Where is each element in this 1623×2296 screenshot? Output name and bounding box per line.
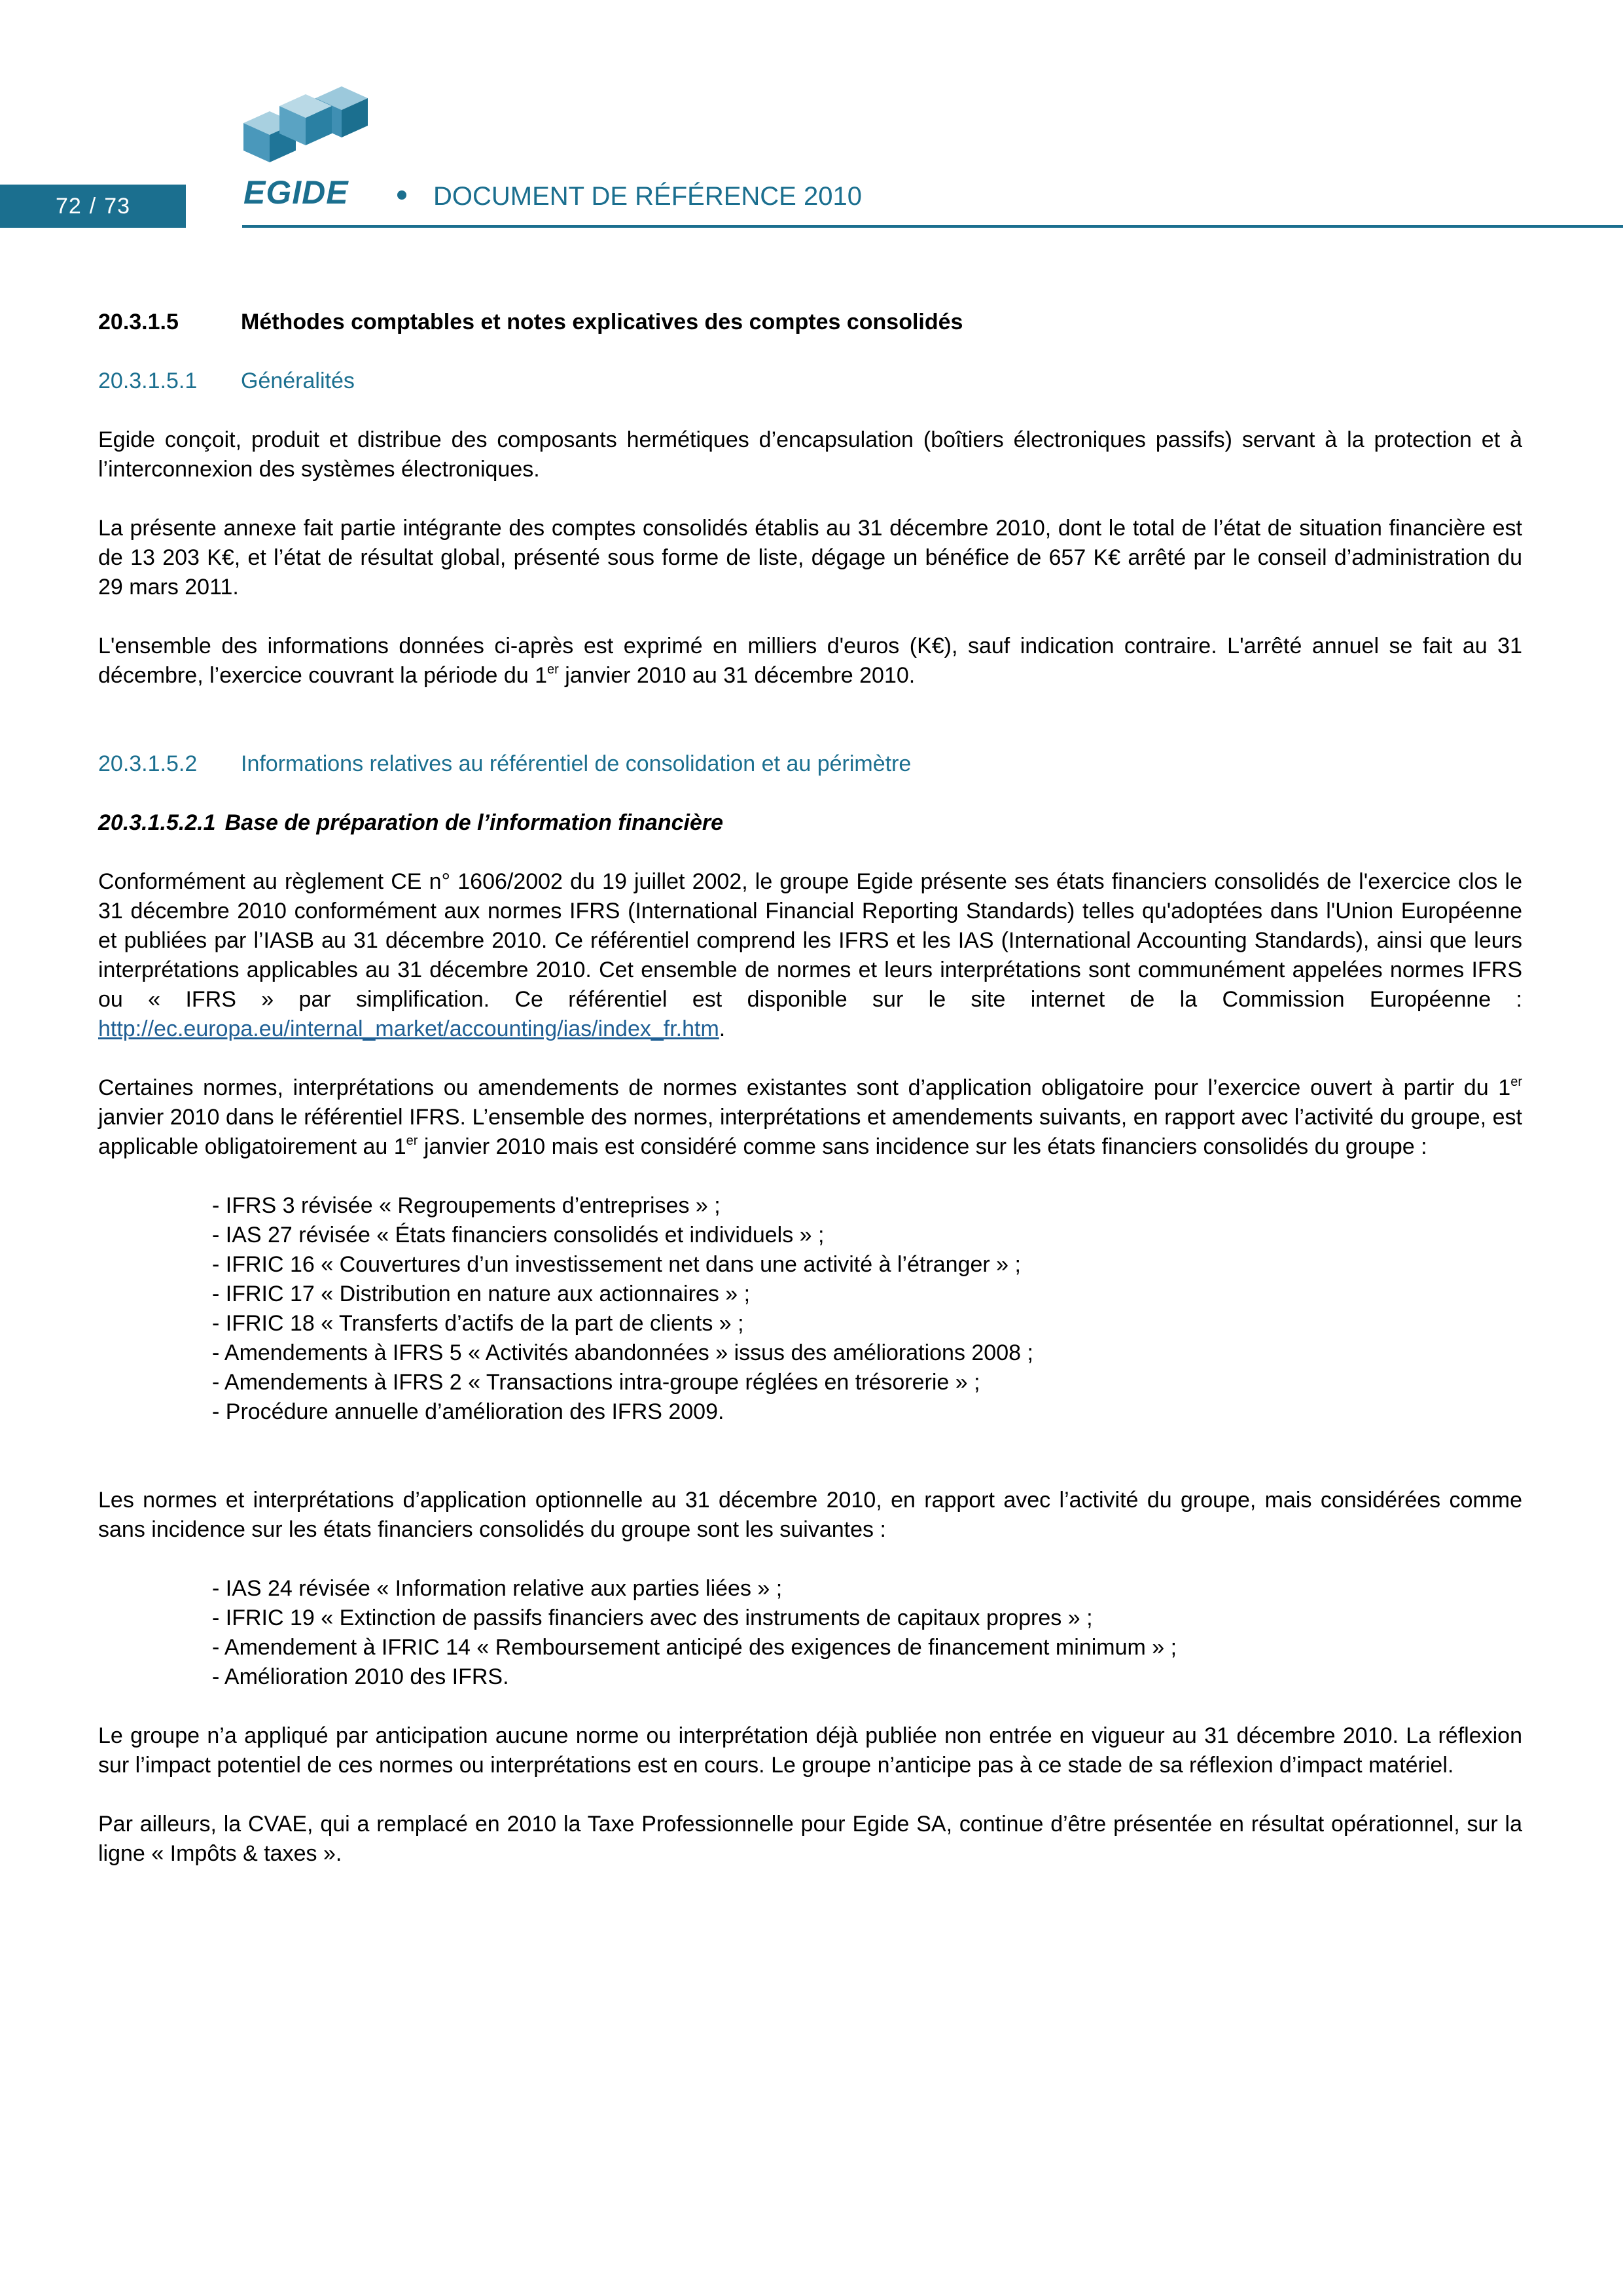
page-total: 73 bbox=[104, 194, 131, 219]
list-item: - IFRS 3 révisée « Regroupements d’entreprises » ; bbox=[212, 1193, 721, 1218]
list-item: - IFRIC 16 « Couvertures d’un investissement net dans une activité à l’étranger » ; bbox=[212, 1252, 1021, 1277]
page-current: 72 bbox=[55, 194, 82, 219]
header-divider bbox=[242, 225, 1623, 228]
section-number: 20.3.1.5 bbox=[98, 310, 179, 334]
header-bullet-icon bbox=[397, 190, 406, 200]
list-item: - Procédure annuelle d’amélioration des IFRS 2009. bbox=[212, 1399, 724, 1424]
document-title: DOCUMENT DE RÉFÉRENCE 2010 bbox=[433, 182, 862, 211]
subsection-number: 20.3.1.5.2 bbox=[98, 751, 198, 776]
list-item: - IFRIC 19 « Extinction de passifs financiers avec des instruments de capitaux propres » ; bbox=[212, 1605, 1093, 1630]
list-item: - Amendements à IFRS 2 « Transactions intra-groupe réglées en trésorerie » ; bbox=[212, 1370, 980, 1395]
subsubsection-number: 20.3.1.5.2.1 bbox=[98, 810, 216, 835]
paragraph-no-early-adoption: Le groupe n’a appliqué par anticipation aucune norme ou interprétation déjà publiée non entrée en vigueur au 31 décembre 2010. La réflexion sur l’impact potentiel de ces normes ou interprétations est en cours. Le groupe n’anticipe pas à ce stade de sa réflexion d’impact matériel. bbox=[98, 1723, 1522, 1778]
list-item: - Amélioration 2010 des IFRS. bbox=[212, 1664, 509, 1689]
page-separator: / bbox=[89, 194, 97, 219]
list-item: - Amendements à IFRS 5 « Activités abandonnées » issus des améliorations 2008 ; bbox=[212, 1340, 1033, 1365]
section-title: Méthodes comptables et notes explicatives des comptes consolidés bbox=[241, 310, 963, 334]
egide-cubes-logo-icon bbox=[243, 85, 368, 170]
subsubsection-heading bbox=[98, 808, 1522, 838]
list-item: - Amendement à IFRIC 14 « Remboursement anticipé des exigences de financement minimum » ; bbox=[212, 1635, 1177, 1660]
paragraph-annexe: La présente annexe fait partie intégrante des comptes consolidés établis au 31 décembre 2010, dont le total de l’état de situation financière est de 13 203 K€, et l’état de résultat global, présenté sous forme de liste, dégage un bénéfice de 657 K€ arrêté par le conseil d’administration du 29 mars 2011. bbox=[98, 516, 1522, 600]
subsection-title: Informations relatives au référentiel de consolidation et au périmètre bbox=[241, 751, 912, 776]
subsection-title: Généralités bbox=[241, 368, 355, 393]
page-number-tab bbox=[0, 185, 186, 228]
page-content bbox=[98, 308, 1522, 1869]
ec-europa-link[interactable]: http://ec.europa.eu/internal_market/accounting/ias/index_fr.htm bbox=[98, 1016, 719, 1041]
paragraph-optional-standards: Les normes et interprétations d’application optionnelle au 31 décembre 2010, en rapport avec l’activité du groupe, mais considérées comme sans incidence sur les états financiers consolidés du groupe sont les suivantes : bbox=[98, 1488, 1522, 1542]
paragraph-mandatory-standards: Certaines normes, interprétations ou amendements de normes existantes sont d’application obligatoire pour l’exercice ouvert à partir du 1er janvier 2010 dans le référentiel IFRS. L’ensemble des normes, interprétations et amendements suivants, en rapport avec l’activité du groupe, est applicable obligatoirement au 1er janvier 2010 mais est considéré comme sans incidence sur les états financiers consolidés du groupe : bbox=[98, 1075, 1522, 1159]
subsubsection-title: Base de préparation de l’information financière bbox=[224, 810, 724, 835]
subsection-heading-referentiel bbox=[98, 749, 1522, 779]
subsection-number: 20.3.1.5.1 bbox=[98, 368, 198, 393]
paragraph-cvae: Par ailleurs, la CVAE, qui a remplacé en 2010 la Taxe Professionnelle pour Egide SA, continue d’être présentée en résultat opérationnel, sur la ligne « Impôts & taxes ». bbox=[98, 1812, 1522, 1866]
mandatory-standards-list bbox=[98, 1191, 1522, 1427]
section-heading bbox=[98, 308, 1522, 337]
paragraph-activity: Egide conçoit, produit et distribue des composants hermétiques d’encapsulation (boîtiers électroniques passifs) servant à la protection et à l’interconnexion des systèmes électroniques. bbox=[98, 427, 1522, 482]
list-item: - IFRIC 17 « Distribution en nature aux actionnaires » ; bbox=[212, 1282, 751, 1306]
egide-logo-wordmark: EGIDE bbox=[243, 174, 349, 211]
list-item: - IAS 27 révisée « États financiers consolidés et individuels » ; bbox=[212, 1223, 825, 1247]
optional-standards-list bbox=[98, 1574, 1522, 1692]
list-item: - IFRIC 18 « Transferts d’actifs de la part de clients » ; bbox=[212, 1311, 744, 1336]
paragraph-units: L'ensemble des informations données ci-après est exprimé en milliers d'euros (K€), sauf indication contraire. L'arrêté annuel se fait au 31 décembre, l’exercice couvrant la période du 1er janvier 2010 au 31 décembre 2010. bbox=[98, 634, 1522, 688]
list-item: - IAS 24 révisée « Information relative aux parties liées » ; bbox=[212, 1576, 783, 1601]
paragraph-ifrs-framework: Conformément au règlement CE n° 1606/2002 du 19 juillet 2002, le groupe Egide présente ses états financiers consolidés de l'exercice clos le 31 décembre 2010 conformément aux normes IFRS (International Financial Reporting Standards) telles qu'adoptées dans l'Union Européenne et publiées par l’IASB au 31 décembre 2010. Ce référentiel comprend les IFRS et les IAS (International Accounting Standards), ainsi que leurs interprétations applicables au 31 décembre 2010. Cet ensemble de normes et leurs interprétations sont communément appelées normes IFRS ou « IFRS » par simplification. Ce référentiel est disponible sur le site internet de la Commission Européenne : http://ec.europa.eu/internal_market/accounting/ias/index_fr.htm. bbox=[98, 869, 1522, 1041]
subsection-heading-generalites bbox=[98, 367, 1522, 396]
